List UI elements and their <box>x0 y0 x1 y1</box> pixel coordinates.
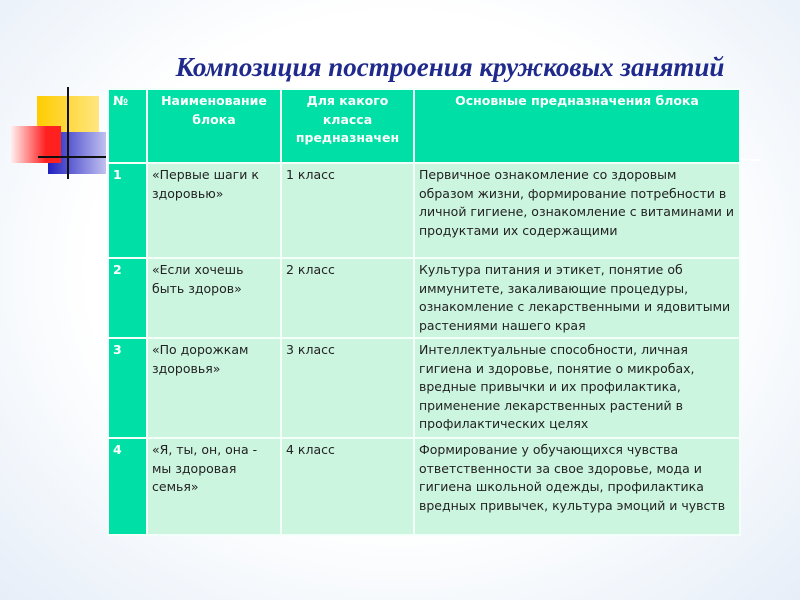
decorative-squares <box>0 80 110 180</box>
page-title: Композиция построения кружковых занятий <box>175 52 725 82</box>
blocks-table <box>107 88 741 536</box>
row-num: 2 <box>108 258 147 338</box>
row-grade: 1 класс <box>281 163 414 258</box>
row-purpose: Интеллектуальные способности, личная гигиена и здоровье, понятие о микробах, вредные привычки и их профилактика, применение лекарственных растений в профилактических целях <box>414 338 740 438</box>
table-row <box>108 338 740 438</box>
row-name: «Первые шаги к здоровью» <box>147 163 281 258</box>
table-row <box>108 438 740 535</box>
row-grade: 4 класс <box>281 438 414 535</box>
table-header-row <box>108 89 740 163</box>
header-name: Наименование блока <box>147 89 281 163</box>
header-grade: Для какого класса предназначен <box>281 89 414 163</box>
row-num: 3 <box>108 338 147 438</box>
header-purpose: Основные предназначения блока <box>414 89 740 163</box>
row-num: 1 <box>108 163 147 258</box>
row-name: «По дорожкам здоровья» <box>147 338 281 438</box>
row-purpose: Первичное ознакомление со здоровым образом жизни, формирование потребности в личной гигиене, ознакомление с витаминами и продуктами их содержащими <box>414 163 740 258</box>
table-row <box>108 258 740 338</box>
row-name: «Если хочешь быть здоров» <box>147 258 281 338</box>
header-num: № <box>108 89 147 163</box>
table-row <box>108 163 740 258</box>
row-purpose: Культура питания и этикет, понятие об иммунитете, закаливающие процедуры, ознакомление с лекарственными и ядовитыми растениями нашего края <box>414 258 740 338</box>
row-name: «Я, ты, он, она - мы здоровая семья» <box>147 438 281 535</box>
row-grade: 2 класс <box>281 258 414 338</box>
divider <box>740 159 760 161</box>
row-purpose: Формирование у обучающихся чувства ответственности за свое здоровье, мода и гигиена школьной одежды, профилактика вредных привычек, культура эмоций и чувств <box>414 438 740 535</box>
row-grade: 3 класс <box>281 338 414 438</box>
row-num: 4 <box>108 438 147 535</box>
